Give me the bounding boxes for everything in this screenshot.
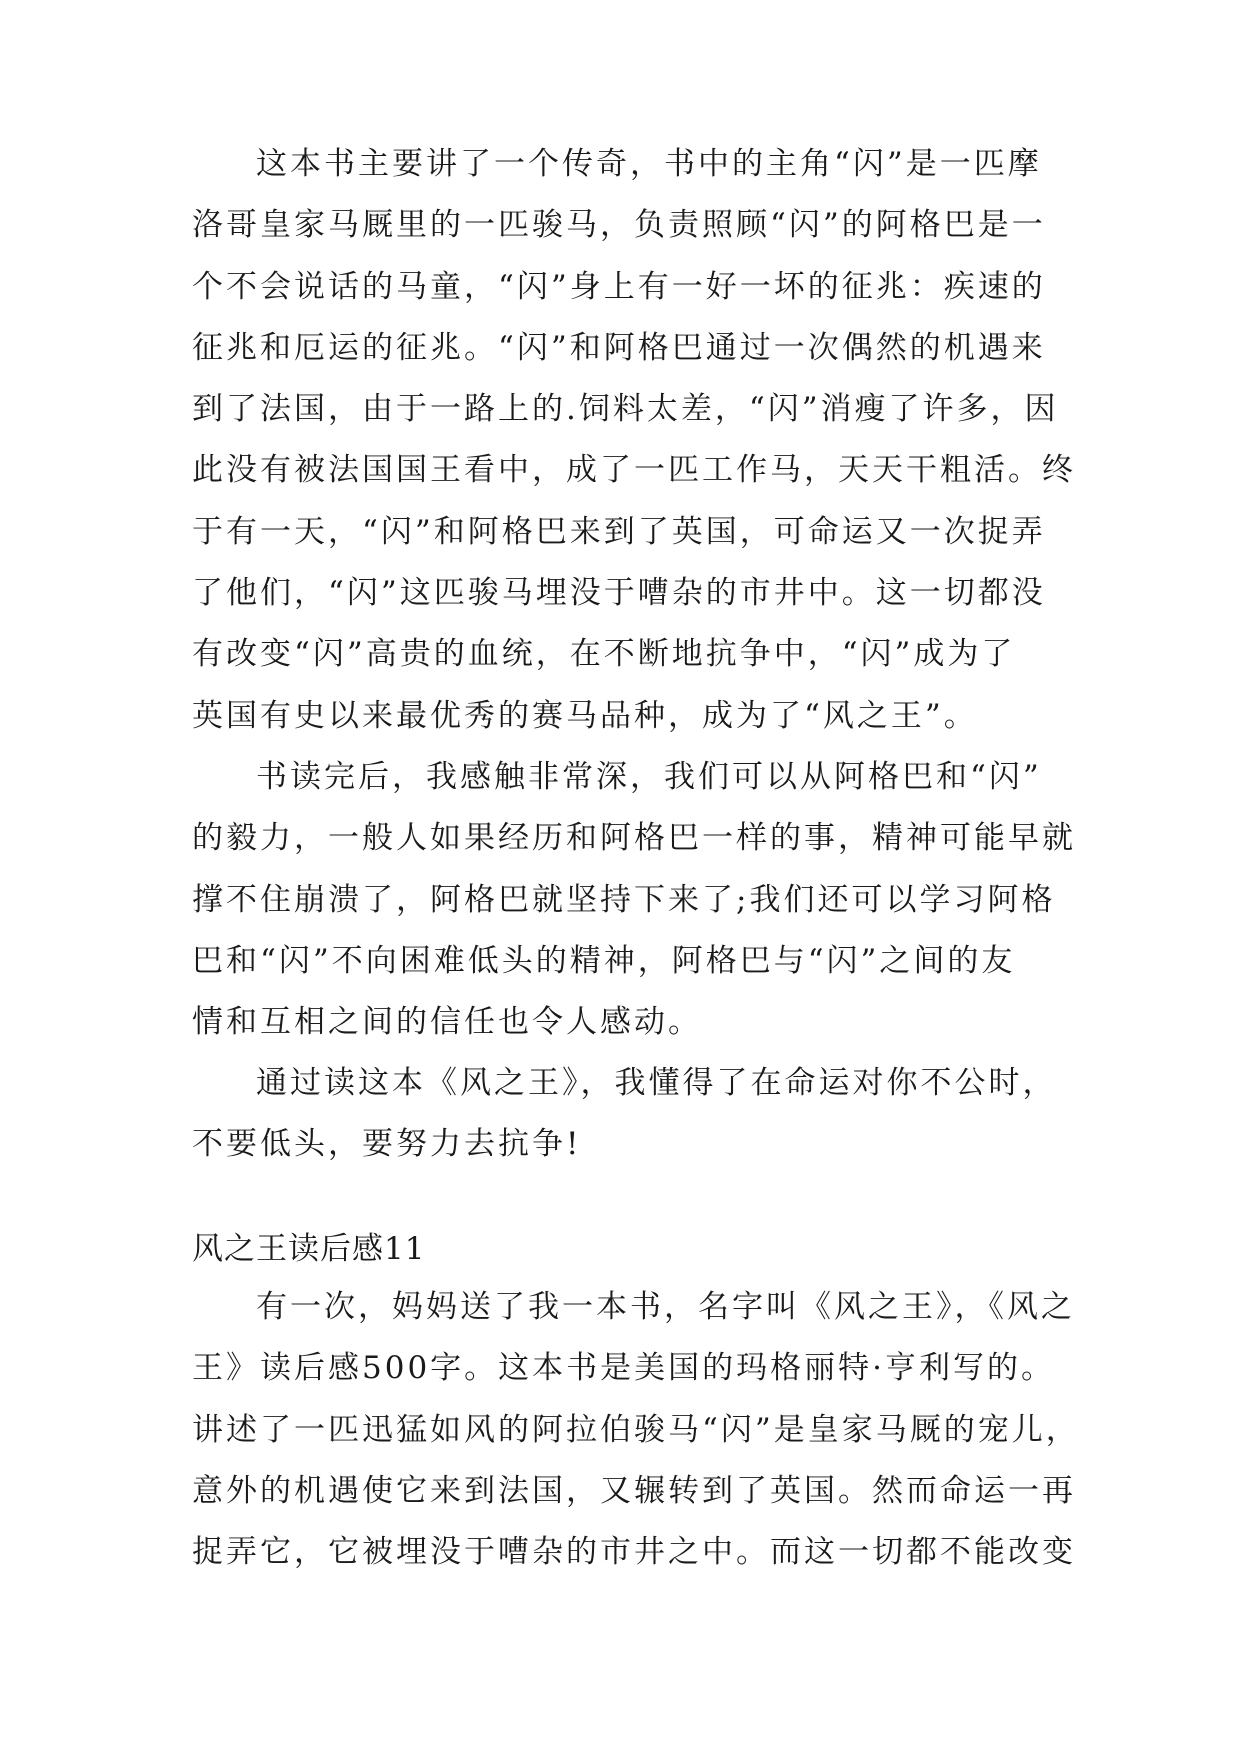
- paragraph-line: 个不会说话的马童，“闪”身上有一好一坏的征兆：疾速的: [192, 268, 1046, 305]
- paragraph-1: [192, 134, 1076, 747]
- paragraph-line: 不要低头，要努力去抗争!: [192, 1126, 582, 1163]
- paragraph-4: [192, 1277, 1080, 1583]
- paragraph-line: 了他们，“闪”这匹骏马埋没于嘈杂的市井中。这一切都没: [192, 575, 1046, 612]
- section-title: 风之王读后感11: [192, 1231, 426, 1267]
- paragraph-line: 征兆和厄运的征兆。“闪”和阿格巴通过一次偶然的机遇来: [192, 329, 1046, 366]
- paragraph-line: 巴和“闪”不向困难低头的精神，阿格巴与“闪”之间的友: [192, 942, 1016, 979]
- paragraph-line: 的毅力，一般人如果经历和阿格巴一样的事，精神可能早就: [192, 820, 1076, 857]
- paragraph-line: 王》读后感500字。这本书是美国的玛格丽特·亨利写的。: [192, 1350, 1056, 1387]
- paragraph-line: 意外的机遇使它来到法国，又辗转到了英国。然而命运一再: [192, 1472, 1076, 1509]
- paragraph-line: 到了法国，由于一路上的.饲料太差，“闪”消瘦了许多，因: [192, 391, 1059, 428]
- paragraph-2: [192, 747, 1076, 1053]
- paragraph-line: 有一次，妈妈送了我一本书，名字叫《风之王》，《风之: [256, 1289, 1075, 1325]
- paragraph-line: 英国有史以来最优秀的赛马品种，成为了“风之王”。: [192, 697, 978, 734]
- paragraph-line: 捉弄它，它被埋没于嘈杂的市井之中。而这一切都不能改变: [192, 1534, 1076, 1571]
- paragraph-line: 通过读这本《风之王》，我懂得了在命运对你不公时，: [256, 1065, 1057, 1101]
- paragraph-line: 洛哥皇家马厩里的一匹骏马，负责照顾“闪”的阿格巴是一: [192, 207, 1046, 244]
- paragraph-line: 这本书主要讲了一个传奇，书中的主角“闪”是一匹摩: [256, 146, 1042, 182]
- paragraph-line: 此没有被法国国王看中，成了一匹工作马，天天干粗活。终: [192, 452, 1076, 489]
- paragraph-line: 讲述了一匹迅猛如风的阿拉伯骏马“闪”是皇家马厩的宠儿，: [192, 1411, 1080, 1448]
- paragraph-3: [192, 1053, 1062, 1176]
- paragraph-line: 情和互相之间的信任也令人感动。: [192, 1004, 702, 1041]
- paragraph-line: 有改变“闪”高贵的血统，在不断地抗争中，“闪”成为了: [192, 636, 1016, 673]
- paragraph-line: 于有一天，“闪”和阿格巴来到了英国，可命运又一次捉弄: [192, 513, 1046, 550]
- paragraph-line: 书读完后，我感触非常深，我们可以从阿格巴和“闪”: [256, 759, 1042, 795]
- paragraph-line: 撑不住崩溃了，阿格巴就坚持下来了;我们还可以学习阿格: [192, 881, 1056, 918]
